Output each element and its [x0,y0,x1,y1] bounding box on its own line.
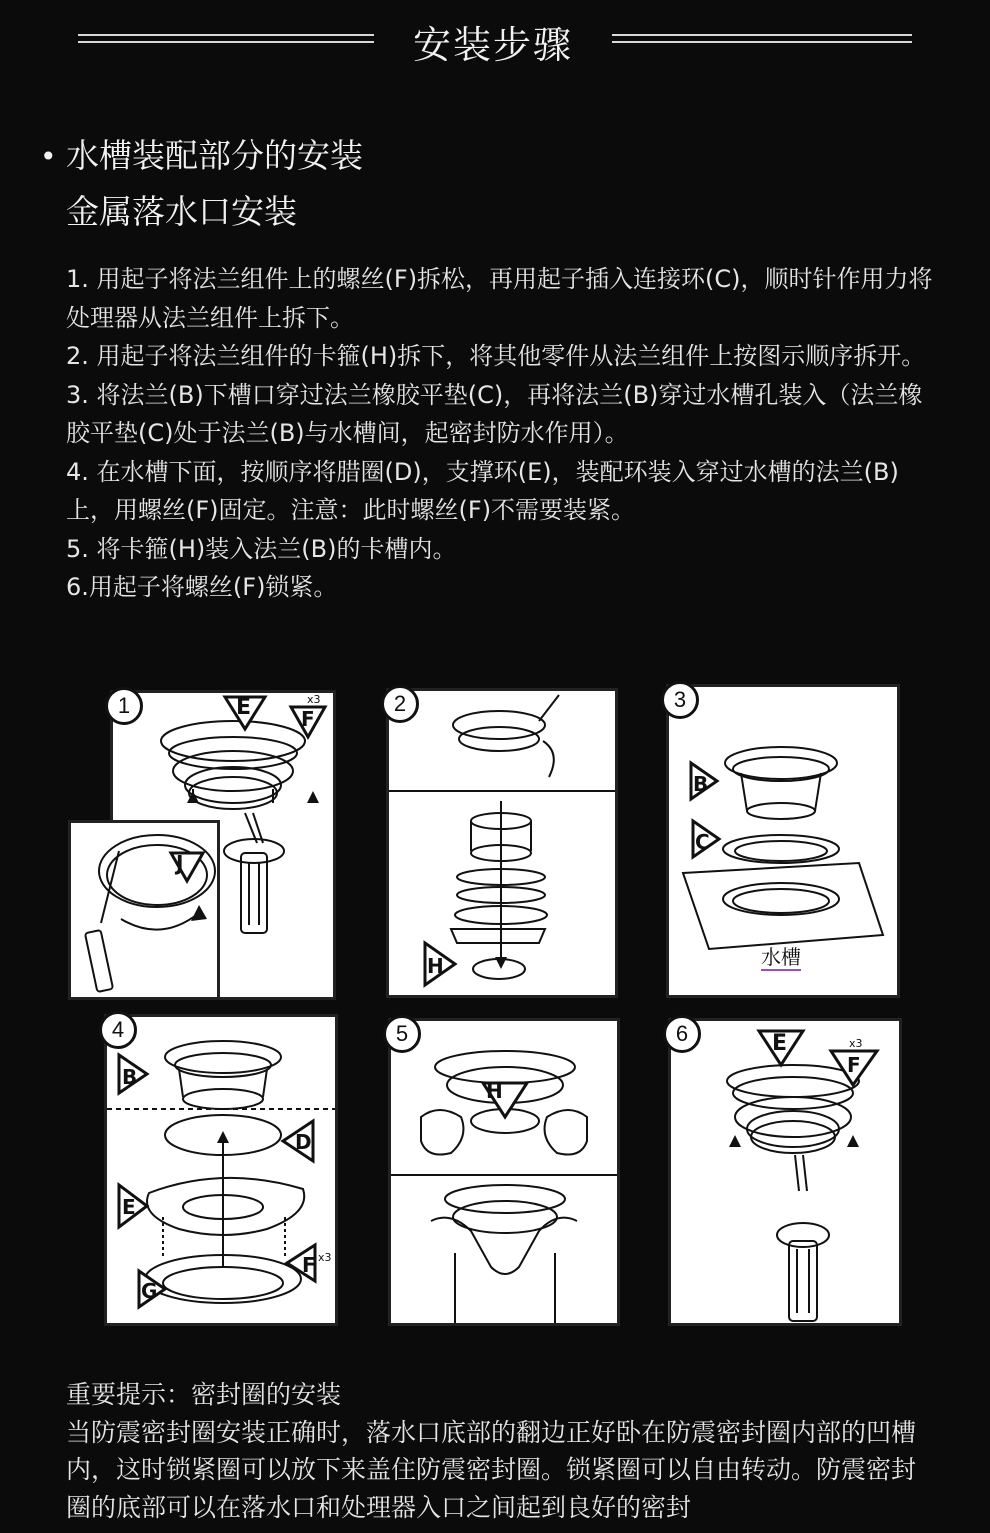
diagram-4-number: 4 [99,1011,137,1049]
diagram-3-label-b: B [693,772,709,796]
diagram-6-number: 6 [663,1015,701,1053]
diagram-6-panel [668,1018,902,1326]
header-rule-left [78,34,374,43]
page-title: 安装步骤 [412,23,573,67]
tips-title: 重要提示：密封圈的安装 [66,1380,342,1409]
diagram-1-label-j: J [176,851,184,875]
diagram-6-label-e: E [772,1031,788,1056]
bullet-icon: • [40,140,57,173]
diagram-5-illustration [391,1021,617,1323]
diagram-3-number: 3 [661,681,699,719]
diagram-4-panel [104,1014,338,1326]
step-3: 3. 将法兰(B)下槽口穿过法兰橡胶平垫(C)，再将法兰(B)穿过水槽孔装入（法兰橡胶平垫(C)处于法兰(B)与水槽间，起密封防水作用）。 [66,380,923,447]
section-header [0,0,990,80]
diagram-2-label-h: H [427,954,444,978]
section-title: 水槽装配部分的安装 [66,136,363,175]
diagram-4-label-x3: x3 [318,1251,332,1264]
step-6: 6.用起子将螺丝(F)锁紧。 [66,573,338,601]
diagram-5-panel [388,1018,620,1326]
step-2: 2. 用起子将法兰组件的卡箍(H)拆下，将其他零件从法兰组件上按图示顺序拆开。 [66,342,926,370]
important-tips [66,1376,936,1526]
header-rule-right [612,34,912,43]
sink-label: 水槽 [761,945,801,969]
diagram-4-label-e: E [122,1195,136,1219]
step-1: 1. 用起子将法兰组件上的螺丝(F)拆松，再用起子插入连接环(C)，顺时针作用力将处理器从法兰组件上拆下。 [66,265,933,332]
diagram-4-label-g: G [141,1279,158,1303]
diagram-2-number: 2 [381,685,419,723]
section-subtitle: 金属落水口安装 [66,192,297,231]
step-5: 5. 将卡箍(H)装入法兰(B)的卡槽内。 [66,534,457,563]
diagram-4-label-f: F [302,1253,316,1277]
diagram-3-panel [666,684,900,998]
diagram-1-label-f: F [301,707,315,731]
diagram-5-number: 5 [383,1015,421,1053]
diagram-4-illustration [107,1017,335,1323]
tips-body: 当防震密封圈安装正确时，落水口底部的翻边正好卧在防震密封圈内部的凹槽内，这时锁紧圈可以放下来盖住防震密封圈。锁紧圈可以自由转动。防震密封圈的底部可以在落水口和处理器入口之间起到良好的密封 [66,1417,917,1522]
diagram-3-label-c: C [695,830,710,854]
diagram-1-inset-illustration [71,823,217,997]
diagram-1-inset [68,820,220,1000]
diagram-6-label-f: F [847,1053,861,1077]
step-list [66,260,936,607]
diagram-4-label-d: D [295,1130,312,1154]
diagram-6-label-x3: x3 [849,1037,863,1050]
diagram-1-label-x3: x3 [307,693,321,706]
diagram-4-label-b: B [122,1065,138,1089]
diagram-2-illustration [389,691,615,995]
step-4: 4. 在水槽下面，按顺序将腊圈(D)，支撑环(E)，装配环装入穿过水槽的法兰(B)上，用螺丝(F)固定。注意：此时螺丝(F)不需要装紧。 [66,457,899,524]
diagram-2-panel [386,688,618,998]
diagram-6-illustration [671,1021,899,1323]
diagram-5-label-h: H [486,1079,503,1103]
diagram-1-number: 1 [105,687,143,725]
diagram-1-label-e: E [236,695,252,720]
